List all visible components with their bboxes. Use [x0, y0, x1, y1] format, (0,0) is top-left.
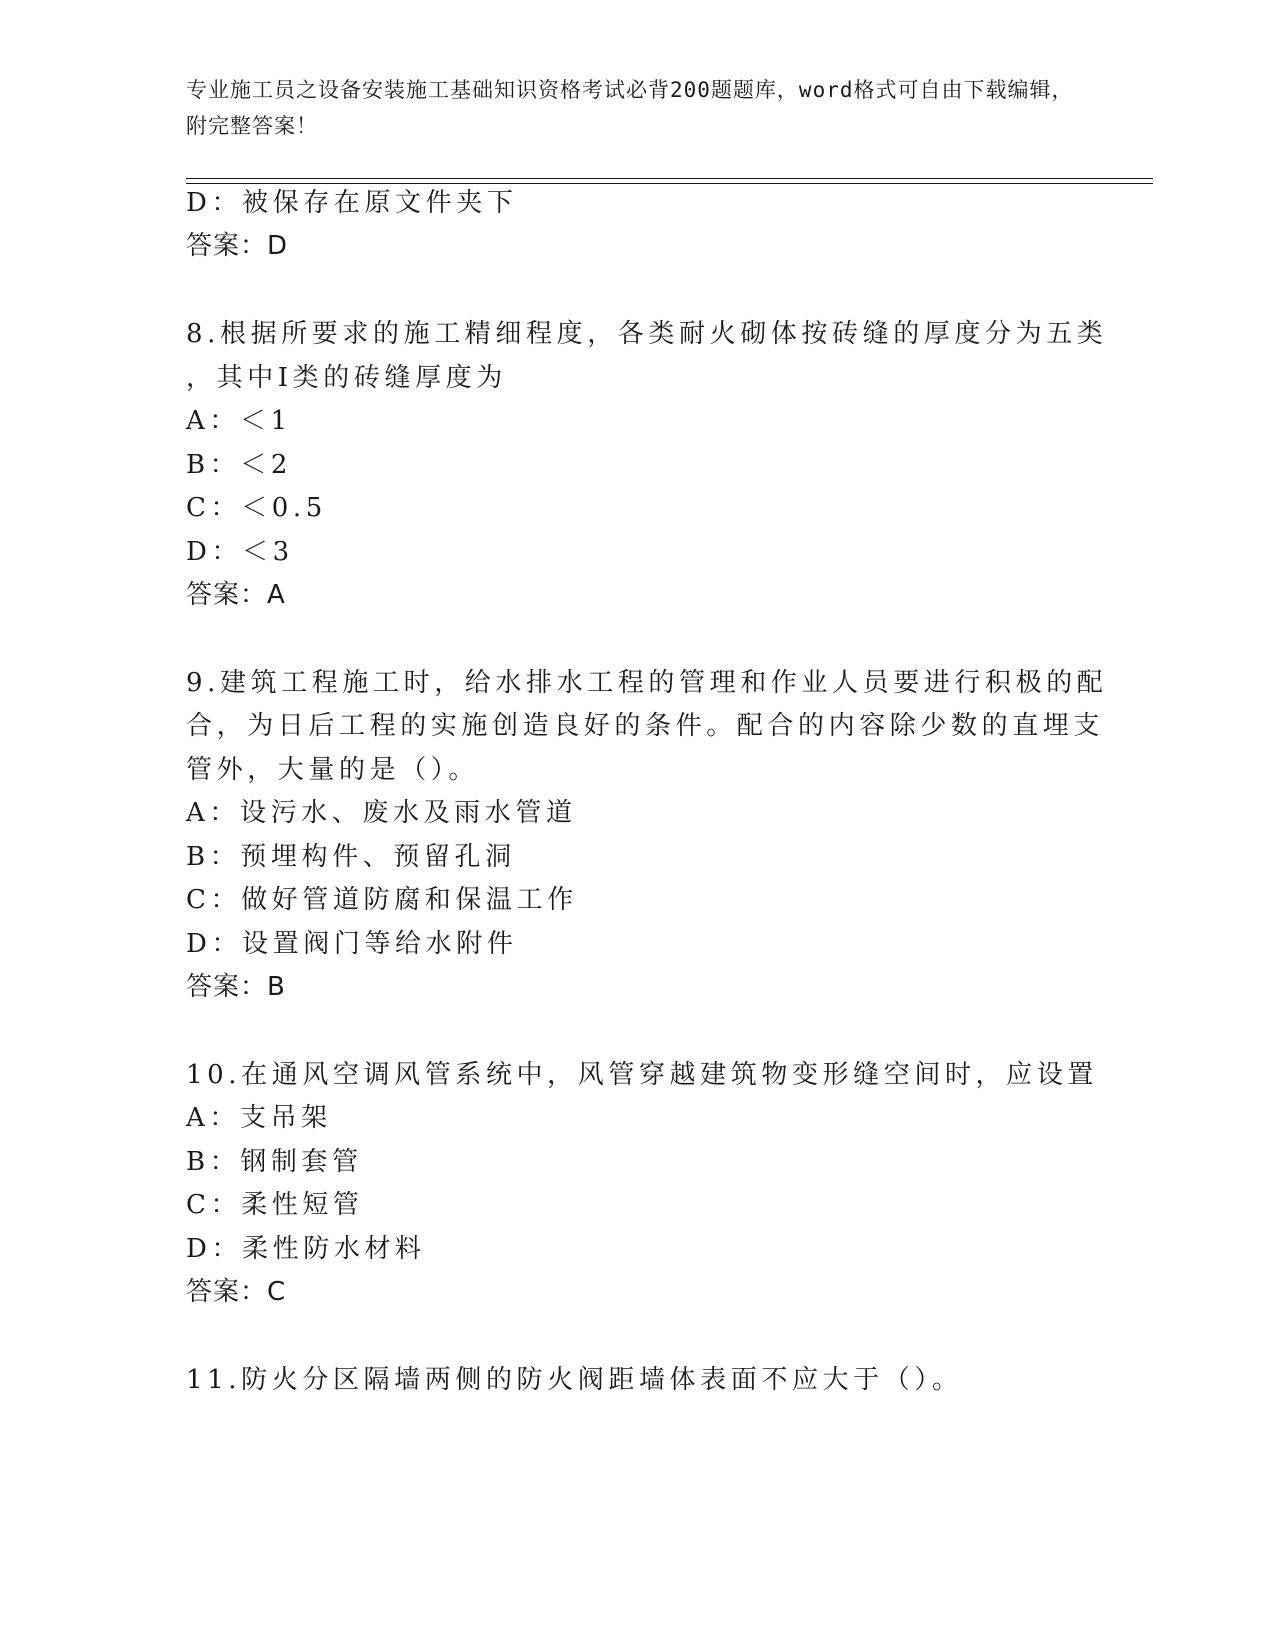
document-header: 专业施工员之设备安装施工基础知识资格考试必背200题题库，word格式可自由下载编辑，附完整答案！: [186, 78, 1074, 138]
q9-answer: 答案：B: [186, 972, 286, 1002]
q10-option-b: B：钢制套管: [186, 1147, 363, 1177]
q8-stem-line-2: ，其中Ⅰ类的砖缝厚度为: [186, 363, 507, 393]
q10-option-a: A：支吊架: [186, 1103, 332, 1133]
header-divider-top: [186, 178, 1153, 179]
q9-stem-line-2: 合，为日后工程的实施创造良好的条件。配合的内容除少数的直埋支: [186, 711, 1105, 741]
q8-option-a: A：＜1: [186, 406, 292, 436]
q8-stem-line-1: 8.根据所要求的施工精细程度，各类耐火砌体按砖缝的厚度分为五类: [186, 319, 1108, 349]
q10-option-c: C：柔性短管: [186, 1190, 364, 1220]
q10-stem-line-1: 10.在通风空调风管系统中，风管穿越建筑物变形缝空间时，应设置: [186, 1060, 1098, 1090]
q9-option-b: B：预埋构件、预留孔洞: [186, 842, 516, 872]
q9-option-a: A：设污水、废水及雨水管道: [186, 798, 577, 828]
q8-option-b: B：＜2: [186, 450, 293, 480]
q8-option-d: D：＜3: [186, 537, 294, 567]
q7-option-d: D：被保存在原文件夹下: [186, 188, 518, 218]
q10-answer: 答案：C: [186, 1277, 287, 1307]
q11-stem-line-1: 11.防火分区隔墙两侧的防火阀距墙体表面不应大于（）。: [186, 1365, 963, 1395]
q9-stem-line-1: 9.建筑工程施工时，给水排水工程的管理和作业人员要进行积极的配: [186, 668, 1108, 698]
q8-answer: 答案：A: [186, 580, 286, 610]
q10-option-d: D：柔性防水材料: [186, 1234, 426, 1264]
q9-stem-line-3: 管外，大量的是（）。: [186, 755, 480, 785]
q7-answer: 答案：D: [186, 231, 289, 261]
q9-option-c: C：做好管道防腐和保温工作: [186, 885, 578, 915]
header-divider-bottom: [186, 183, 1153, 184]
q9-option-d: D：设置阀门等给水附件: [186, 929, 518, 959]
q8-option-c: C：＜0.5: [186, 493, 327, 523]
